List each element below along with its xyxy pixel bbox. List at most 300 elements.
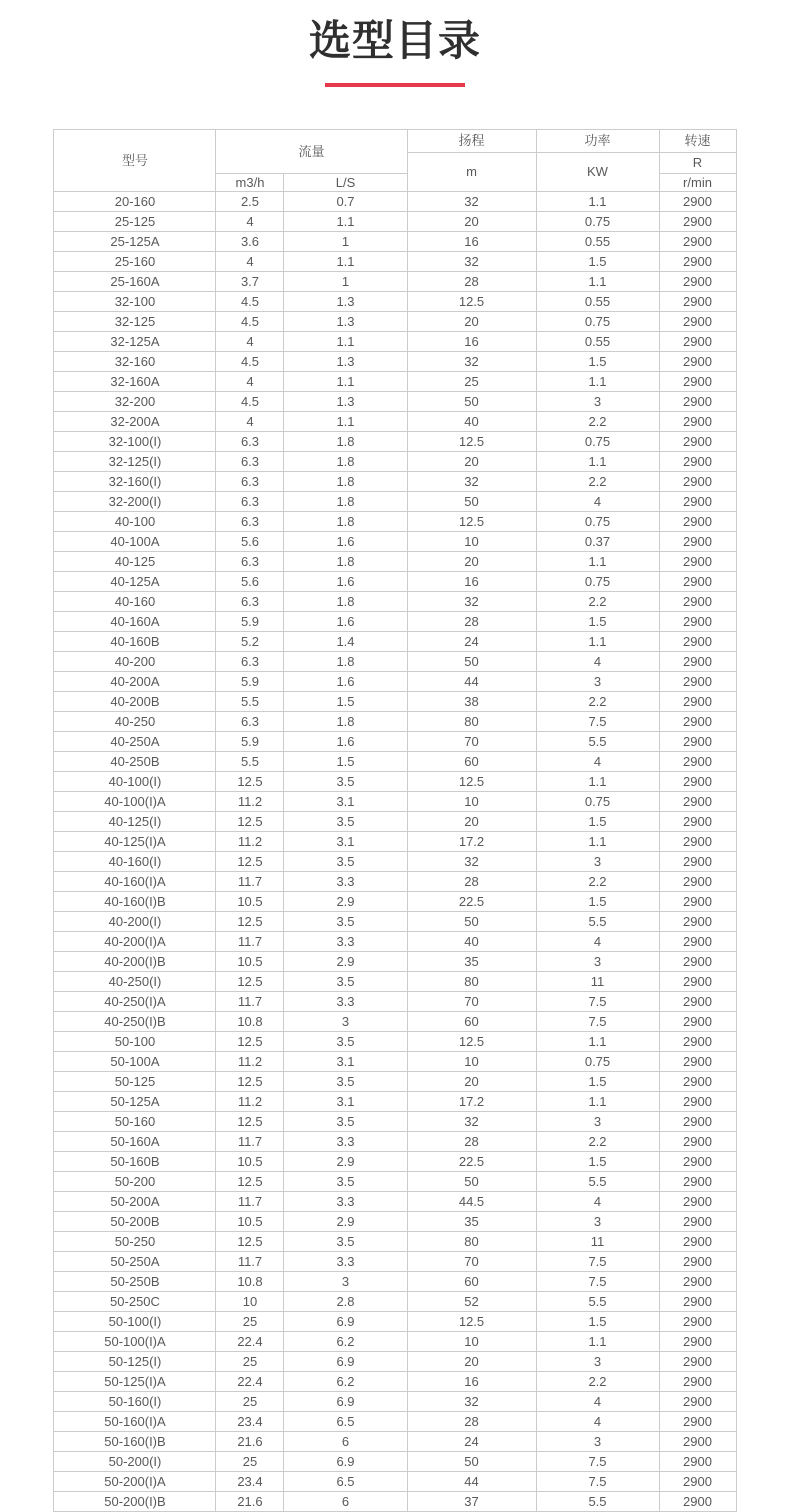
model-cell: 40-160(I) bbox=[54, 852, 216, 872]
value-cell: 7.5 bbox=[536, 1272, 659, 1292]
value-cell: 4.5 bbox=[216, 352, 284, 372]
value-cell: 2.9 bbox=[284, 892, 407, 912]
value-cell: 24 bbox=[407, 632, 536, 652]
value-cell: 12.5 bbox=[216, 1232, 284, 1252]
value-cell: 11.2 bbox=[216, 832, 284, 852]
value-cell: 2900 bbox=[659, 1352, 736, 1372]
value-cell: 2900 bbox=[659, 512, 736, 532]
title-underline bbox=[325, 83, 465, 87]
value-cell: 7.5 bbox=[536, 1012, 659, 1032]
value-cell: 1.3 bbox=[284, 392, 407, 412]
value-cell: 1.1 bbox=[536, 452, 659, 472]
value-cell: 2900 bbox=[659, 1232, 736, 1252]
table-row bbox=[54, 1232, 736, 1252]
value-cell: 7.5 bbox=[536, 1472, 659, 1492]
value-cell: 2900 bbox=[659, 372, 736, 392]
value-cell: 22.4 bbox=[216, 1332, 284, 1352]
value-cell: 20 bbox=[407, 812, 536, 832]
value-cell: 6.3 bbox=[216, 492, 284, 512]
value-cell: 12.5 bbox=[216, 772, 284, 792]
value-cell: 2900 bbox=[659, 1092, 736, 1112]
table-row bbox=[54, 372, 736, 392]
value-cell: 3 bbox=[536, 1112, 659, 1132]
table-row bbox=[54, 1032, 736, 1052]
table-row bbox=[54, 872, 736, 892]
value-cell: 2.2 bbox=[536, 412, 659, 432]
value-cell: 1.5 bbox=[536, 812, 659, 832]
value-cell: 1.8 bbox=[284, 712, 407, 732]
table-row bbox=[54, 352, 736, 372]
value-cell: 11.7 bbox=[216, 1252, 284, 1272]
model-cell: 40-160A bbox=[54, 612, 216, 632]
table-row bbox=[54, 1372, 736, 1392]
value-cell: 5.6 bbox=[216, 572, 284, 592]
value-cell: 28 bbox=[407, 612, 536, 632]
model-cell: 40-125(I)A bbox=[54, 832, 216, 852]
value-cell: 4 bbox=[536, 1192, 659, 1212]
value-cell: 3.5 bbox=[284, 912, 407, 932]
table-row bbox=[54, 1492, 736, 1512]
value-cell: 2900 bbox=[659, 872, 736, 892]
value-cell: 3.5 bbox=[284, 1032, 407, 1052]
model-cell: 40-125A bbox=[54, 572, 216, 592]
model-cell: 25-125 bbox=[54, 212, 216, 232]
value-cell: 2900 bbox=[659, 392, 736, 412]
value-cell: 5.9 bbox=[216, 612, 284, 632]
value-cell: 2900 bbox=[659, 192, 736, 212]
value-cell: 11 bbox=[536, 1232, 659, 1252]
value-cell: 32 bbox=[407, 1392, 536, 1412]
value-cell: 50 bbox=[407, 1452, 536, 1472]
value-cell: 3 bbox=[536, 392, 659, 412]
table-row bbox=[54, 952, 736, 972]
model-cell: 50-200A bbox=[54, 1192, 216, 1212]
table-row bbox=[54, 632, 736, 652]
value-cell: 50 bbox=[407, 652, 536, 672]
value-cell: 2900 bbox=[659, 1272, 736, 1292]
table-row bbox=[54, 752, 736, 772]
table-row bbox=[54, 292, 736, 312]
value-cell: 2.2 bbox=[536, 872, 659, 892]
value-cell: 1.8 bbox=[284, 492, 407, 512]
table-row bbox=[54, 1092, 736, 1112]
model-cell: 20-160 bbox=[54, 192, 216, 212]
value-cell: 32 bbox=[407, 472, 536, 492]
model-cell: 50-100A bbox=[54, 1052, 216, 1072]
value-cell: 0.75 bbox=[536, 512, 659, 532]
value-cell: 6.9 bbox=[284, 1312, 407, 1332]
value-cell: 1.1 bbox=[536, 552, 659, 572]
value-cell: 4 bbox=[536, 1412, 659, 1432]
value-cell: 10 bbox=[216, 1292, 284, 1312]
value-cell: 22.5 bbox=[407, 892, 536, 912]
value-cell: 3.5 bbox=[284, 1232, 407, 1252]
value-cell: 7.5 bbox=[536, 992, 659, 1012]
table-row bbox=[54, 452, 736, 472]
value-cell: 7.5 bbox=[536, 712, 659, 732]
table-row bbox=[54, 1432, 736, 1452]
value-cell: 3.5 bbox=[284, 972, 407, 992]
value-cell: 2900 bbox=[659, 952, 736, 972]
value-cell: 11.7 bbox=[216, 932, 284, 952]
value-cell: 28 bbox=[407, 1412, 536, 1432]
value-cell: 11.7 bbox=[216, 1192, 284, 1212]
value-cell: 1 bbox=[284, 232, 407, 252]
table-row bbox=[54, 1052, 736, 1072]
value-cell: 1.6 bbox=[284, 532, 407, 552]
model-cell: 50-160(I) bbox=[54, 1392, 216, 1412]
value-cell: 1 bbox=[284, 272, 407, 292]
value-cell: 2900 bbox=[659, 312, 736, 332]
value-cell: 1.5 bbox=[536, 1152, 659, 1172]
model-cell: 50-200(I)A bbox=[54, 1472, 216, 1492]
value-cell: 4 bbox=[536, 932, 659, 952]
table-row bbox=[54, 912, 736, 932]
value-cell: 52 bbox=[407, 1292, 536, 1312]
value-cell: 2900 bbox=[659, 972, 736, 992]
value-cell: 2900 bbox=[659, 912, 736, 932]
table-row bbox=[54, 392, 736, 412]
model-cell: 40-250 bbox=[54, 712, 216, 732]
value-cell: 10.5 bbox=[216, 952, 284, 972]
value-cell: 28 bbox=[407, 872, 536, 892]
table-body bbox=[54, 192, 736, 1512]
value-cell: 2.9 bbox=[284, 1152, 407, 1172]
model-cell: 32-125A bbox=[54, 332, 216, 352]
model-cell: 40-160 bbox=[54, 592, 216, 612]
value-cell: 2900 bbox=[659, 592, 736, 612]
value-cell: 2900 bbox=[659, 332, 736, 352]
value-cell: 12.5 bbox=[216, 1032, 284, 1052]
value-cell: 5.5 bbox=[536, 732, 659, 752]
selection-table bbox=[53, 129, 736, 1512]
value-cell: 2.8 bbox=[284, 1292, 407, 1312]
value-cell: 11.2 bbox=[216, 1052, 284, 1072]
table-row bbox=[54, 332, 736, 352]
value-cell: 17.2 bbox=[407, 832, 536, 852]
table-row bbox=[54, 712, 736, 732]
value-cell: 25 bbox=[216, 1452, 284, 1472]
model-cell: 50-250 bbox=[54, 1232, 216, 1252]
table-row bbox=[54, 1192, 736, 1212]
value-cell: 2900 bbox=[659, 452, 736, 472]
value-cell: 1.1 bbox=[536, 1092, 659, 1112]
value-cell: 60 bbox=[407, 1012, 536, 1032]
value-cell: 2900 bbox=[659, 632, 736, 652]
value-cell: 1.1 bbox=[284, 212, 407, 232]
header-power-unit: KW bbox=[536, 153, 659, 192]
value-cell: 6.2 bbox=[284, 1372, 407, 1392]
model-cell: 40-100A bbox=[54, 532, 216, 552]
value-cell: 1.1 bbox=[536, 1032, 659, 1052]
value-cell: 10.5 bbox=[216, 1152, 284, 1172]
value-cell: 6.3 bbox=[216, 712, 284, 732]
value-cell: 11 bbox=[536, 972, 659, 992]
value-cell: 2.2 bbox=[536, 1372, 659, 1392]
value-cell: 3 bbox=[536, 672, 659, 692]
value-cell: 2900 bbox=[659, 772, 736, 792]
value-cell: 2900 bbox=[659, 1372, 736, 1392]
value-cell: 2.5 bbox=[216, 192, 284, 212]
value-cell: 5.5 bbox=[536, 1292, 659, 1312]
value-cell: 1.1 bbox=[536, 1332, 659, 1352]
value-cell: 32 bbox=[407, 852, 536, 872]
value-cell: 20 bbox=[407, 212, 536, 232]
value-cell: 5.5 bbox=[216, 752, 284, 772]
model-cell: 40-250B bbox=[54, 752, 216, 772]
value-cell: 32 bbox=[407, 592, 536, 612]
value-cell: 2900 bbox=[659, 552, 736, 572]
value-cell: 2900 bbox=[659, 352, 736, 372]
table-row bbox=[54, 932, 736, 952]
value-cell: 10 bbox=[407, 1052, 536, 1072]
value-cell: 50 bbox=[407, 392, 536, 412]
model-cell: 40-200(I)B bbox=[54, 952, 216, 972]
value-cell: 2900 bbox=[659, 1492, 736, 1512]
header-flow: 流量 bbox=[216, 130, 407, 174]
value-cell: 2900 bbox=[659, 1332, 736, 1352]
table-row bbox=[54, 1412, 736, 1432]
model-cell: 40-100(I)A bbox=[54, 792, 216, 812]
value-cell: 2900 bbox=[659, 992, 736, 1012]
value-cell: 6.3 bbox=[216, 512, 284, 532]
table-row bbox=[54, 1132, 736, 1152]
value-cell: 28 bbox=[407, 272, 536, 292]
value-cell: 1.8 bbox=[284, 552, 407, 572]
table-header bbox=[54, 130, 736, 192]
value-cell: 21.6 bbox=[216, 1492, 284, 1512]
table-row bbox=[54, 972, 736, 992]
model-cell: 40-250A bbox=[54, 732, 216, 752]
value-cell: 3.5 bbox=[284, 1172, 407, 1192]
table-row bbox=[54, 1172, 736, 1192]
value-cell: 2900 bbox=[659, 792, 736, 812]
value-cell: 17.2 bbox=[407, 1092, 536, 1112]
value-cell: 70 bbox=[407, 1252, 536, 1272]
value-cell: 2900 bbox=[659, 732, 736, 752]
value-cell: 1.5 bbox=[536, 352, 659, 372]
value-cell: 10 bbox=[407, 532, 536, 552]
value-cell: 4 bbox=[216, 372, 284, 392]
model-cell: 50-160B bbox=[54, 1152, 216, 1172]
value-cell: 2900 bbox=[659, 492, 736, 512]
value-cell: 23.4 bbox=[216, 1412, 284, 1432]
header-flow-m3h: m3/h bbox=[216, 174, 284, 192]
model-cell: 50-200B bbox=[54, 1212, 216, 1232]
table-row bbox=[54, 652, 736, 672]
table-row bbox=[54, 312, 736, 332]
value-cell: 12.5 bbox=[407, 1312, 536, 1332]
model-cell: 32-200(I) bbox=[54, 492, 216, 512]
model-cell: 50-250C bbox=[54, 1292, 216, 1312]
value-cell: 21.6 bbox=[216, 1432, 284, 1452]
page-title: 选型目录 bbox=[308, 17, 481, 64]
value-cell: 3.6 bbox=[216, 232, 284, 252]
value-cell: 2900 bbox=[659, 1412, 736, 1432]
value-cell: 2900 bbox=[659, 752, 736, 772]
model-cell: 40-200(I) bbox=[54, 912, 216, 932]
model-cell: 32-200 bbox=[54, 392, 216, 412]
value-cell: 3.3 bbox=[284, 932, 407, 952]
model-cell: 40-100 bbox=[54, 512, 216, 532]
value-cell: 6.3 bbox=[216, 592, 284, 612]
value-cell: 3.5 bbox=[284, 852, 407, 872]
value-cell: 20 bbox=[407, 312, 536, 332]
value-cell: 1.1 bbox=[284, 412, 407, 432]
value-cell: 2900 bbox=[659, 1132, 736, 1152]
table-row bbox=[54, 192, 736, 212]
value-cell: 40 bbox=[407, 932, 536, 952]
header-head-unit: m bbox=[407, 153, 536, 192]
value-cell: 20 bbox=[407, 1072, 536, 1092]
value-cell: 2900 bbox=[659, 1072, 736, 1092]
value-cell: 2900 bbox=[659, 1432, 736, 1452]
value-cell: 1.5 bbox=[536, 1312, 659, 1332]
value-cell: 10.5 bbox=[216, 892, 284, 912]
value-cell: 1.1 bbox=[536, 772, 659, 792]
table-row bbox=[54, 512, 736, 532]
table-row bbox=[54, 792, 736, 812]
value-cell: 2900 bbox=[659, 212, 736, 232]
header-head: 扬程 bbox=[407, 130, 536, 153]
table-row bbox=[54, 232, 736, 252]
value-cell: 80 bbox=[407, 1232, 536, 1252]
value-cell: 12.5 bbox=[216, 1172, 284, 1192]
model-cell: 32-125(I) bbox=[54, 452, 216, 472]
value-cell: 1.1 bbox=[536, 832, 659, 852]
value-cell: 3 bbox=[536, 1212, 659, 1232]
value-cell: 3.7 bbox=[216, 272, 284, 292]
model-cell: 40-160(I)A bbox=[54, 872, 216, 892]
value-cell: 7.5 bbox=[536, 1252, 659, 1272]
value-cell: 2900 bbox=[659, 712, 736, 732]
table-row bbox=[54, 412, 736, 432]
value-cell: 4 bbox=[536, 1392, 659, 1412]
page bbox=[0, 14, 790, 1512]
value-cell: 2.2 bbox=[536, 592, 659, 612]
value-cell: 11.2 bbox=[216, 792, 284, 812]
value-cell: 35 bbox=[407, 1212, 536, 1232]
value-cell: 2900 bbox=[659, 672, 736, 692]
value-cell: 1.8 bbox=[284, 472, 407, 492]
value-cell: 10 bbox=[407, 792, 536, 812]
value-cell: 44 bbox=[407, 672, 536, 692]
value-cell: 2900 bbox=[659, 652, 736, 672]
value-cell: 0.55 bbox=[536, 232, 659, 252]
value-cell: 12.5 bbox=[407, 292, 536, 312]
value-cell: 5.9 bbox=[216, 732, 284, 752]
value-cell: 3.5 bbox=[284, 1112, 407, 1132]
value-cell: 6.3 bbox=[216, 652, 284, 672]
value-cell: 2900 bbox=[659, 892, 736, 912]
model-cell: 40-125 bbox=[54, 552, 216, 572]
value-cell: 2900 bbox=[659, 1052, 736, 1072]
value-cell: 12.5 bbox=[407, 512, 536, 532]
value-cell: 12.5 bbox=[216, 852, 284, 872]
model-cell: 40-100(I) bbox=[54, 772, 216, 792]
value-cell: 6.9 bbox=[284, 1392, 407, 1412]
value-cell: 50 bbox=[407, 1172, 536, 1192]
value-cell: 6.9 bbox=[284, 1352, 407, 1372]
value-cell: 1.5 bbox=[536, 892, 659, 912]
value-cell: 2900 bbox=[659, 412, 736, 432]
model-cell: 32-160A bbox=[54, 372, 216, 392]
value-cell: 1.1 bbox=[536, 632, 659, 652]
value-cell: 4 bbox=[216, 412, 284, 432]
value-cell: 3.3 bbox=[284, 992, 407, 1012]
value-cell: 1.1 bbox=[536, 192, 659, 212]
model-cell: 50-125A bbox=[54, 1092, 216, 1112]
table-row bbox=[54, 592, 736, 612]
table-row bbox=[54, 832, 736, 852]
value-cell: 1.1 bbox=[284, 252, 407, 272]
value-cell: 3.1 bbox=[284, 832, 407, 852]
value-cell: 6 bbox=[284, 1432, 407, 1452]
value-cell: 1.5 bbox=[284, 752, 407, 772]
value-cell: 25 bbox=[216, 1392, 284, 1412]
value-cell: 4 bbox=[536, 492, 659, 512]
value-cell: 10.5 bbox=[216, 1212, 284, 1232]
value-cell: 0.37 bbox=[536, 532, 659, 552]
table-row bbox=[54, 1272, 736, 1292]
value-cell: 4 bbox=[216, 332, 284, 352]
value-cell: 1.6 bbox=[284, 732, 407, 752]
value-cell: 2900 bbox=[659, 1392, 736, 1412]
value-cell: 1.6 bbox=[284, 572, 407, 592]
value-cell: 4 bbox=[536, 652, 659, 672]
model-cell: 25-160A bbox=[54, 272, 216, 292]
value-cell: 12.5 bbox=[216, 812, 284, 832]
value-cell: 1.1 bbox=[284, 332, 407, 352]
value-cell: 20 bbox=[407, 552, 536, 572]
table-row bbox=[54, 1212, 736, 1232]
value-cell: 2900 bbox=[659, 1152, 736, 1172]
table-row bbox=[54, 212, 736, 232]
value-cell: 1.3 bbox=[284, 352, 407, 372]
value-cell: 25 bbox=[216, 1352, 284, 1372]
value-cell: 1.3 bbox=[284, 292, 407, 312]
value-cell: 12.5 bbox=[407, 772, 536, 792]
value-cell: 11.2 bbox=[216, 1092, 284, 1112]
table-row bbox=[54, 1352, 736, 1372]
model-cell: 32-100(I) bbox=[54, 432, 216, 452]
value-cell: 6.5 bbox=[284, 1412, 407, 1432]
value-cell: 70 bbox=[407, 732, 536, 752]
value-cell: 5.9 bbox=[216, 672, 284, 692]
value-cell: 1.3 bbox=[284, 312, 407, 332]
header-row-1 bbox=[54, 130, 736, 153]
value-cell: 32 bbox=[407, 1112, 536, 1132]
value-cell: 2900 bbox=[659, 432, 736, 452]
table-row bbox=[54, 1112, 736, 1132]
value-cell: 6.3 bbox=[216, 552, 284, 572]
value-cell: 5.6 bbox=[216, 532, 284, 552]
value-cell: 3.1 bbox=[284, 792, 407, 812]
model-cell: 50-160(I)A bbox=[54, 1412, 216, 1432]
value-cell: 32 bbox=[407, 192, 536, 212]
model-cell: 50-250A bbox=[54, 1252, 216, 1272]
table-row bbox=[54, 1072, 736, 1092]
model-cell: 50-125 bbox=[54, 1072, 216, 1092]
value-cell: 20 bbox=[407, 1352, 536, 1372]
value-cell: 70 bbox=[407, 992, 536, 1012]
value-cell: 1.1 bbox=[536, 272, 659, 292]
value-cell: 5.5 bbox=[536, 912, 659, 932]
table-row bbox=[54, 1392, 736, 1412]
value-cell: 3 bbox=[536, 852, 659, 872]
model-cell: 40-200 bbox=[54, 652, 216, 672]
value-cell: 3.3 bbox=[284, 1192, 407, 1212]
